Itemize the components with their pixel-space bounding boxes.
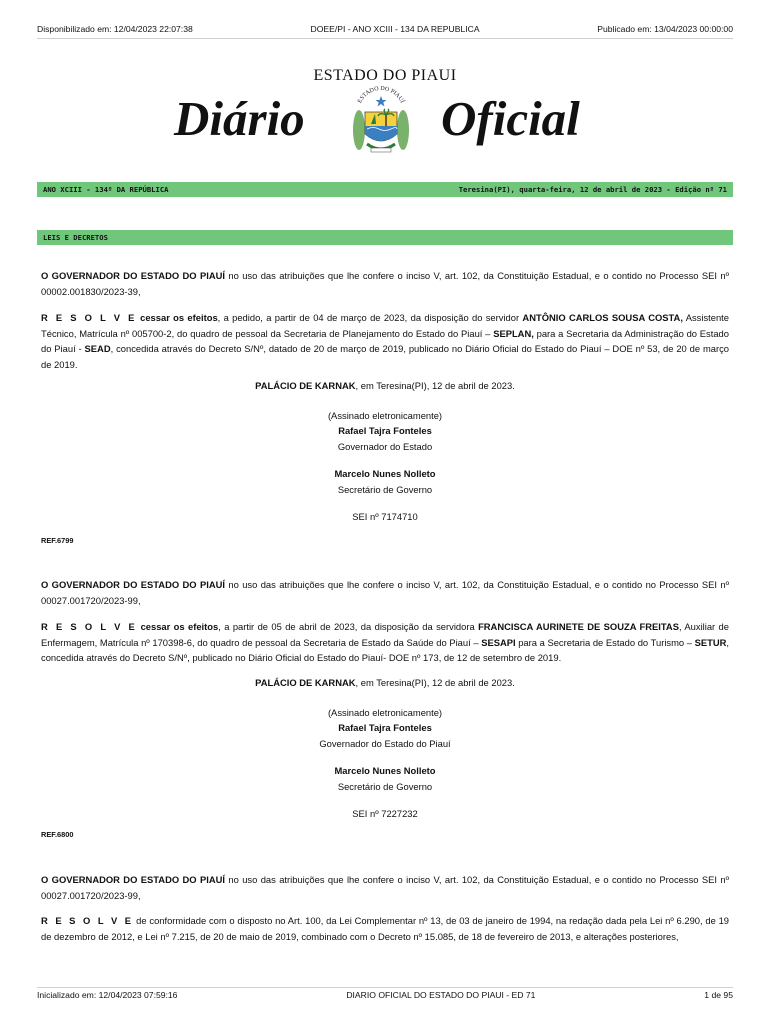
act-2-signature-block xyxy=(41,675,729,822)
action-text: cessar os efeitos xyxy=(140,621,219,632)
governor-name xyxy=(41,720,729,736)
body-part: , a partir de 05 de abril de 2023, da disposição da servidora xyxy=(218,621,479,632)
person-name: FRANCISCA AURINETE DE SOUZA FREITAS xyxy=(478,621,679,632)
masthead xyxy=(0,62,770,172)
act-1-signature-block xyxy=(41,378,729,525)
org-from: SESAPI xyxy=(481,636,516,648)
body-part: de conformidade com o disposto no Art. 100, da Lei Complementar nº 13, de 03 de janeiro de 1994, na redação dada pela Lei nº 6.290, de 19 de dezembro de 2012, e Lei nº 7.215, de 20 de maio de 2019, combinado com o Decreto nº 15.085, de 18 de fevereiro de 2013, e alterações posteriores, xyxy=(41,915,729,942)
resolution-text xyxy=(41,913,729,944)
page-number: 1 de 95 xyxy=(704,990,733,1000)
governor-heading: O GOVERNADOR DO ESTADO DO PIAUÍ xyxy=(41,270,225,281)
body-part: para a Secretaria da Administração do Estado do Piauí - xyxy=(41,327,729,354)
governor-name-text: Rafael Tajra Fonteles xyxy=(338,425,432,436)
signed-note: (Assinado eletronicamente) xyxy=(327,409,443,421)
availability-date: Disponibilizado em: 12/04/2023 22:07:38 xyxy=(37,24,193,34)
org-to: SEAD xyxy=(84,343,111,354)
governor-title: Governador do Estado do Piauí xyxy=(319,737,451,749)
masthead-word-oficial: Oficial xyxy=(441,91,580,146)
intro-text: no uso das atribuições que lhe confere o inciso V, art. 102, da Constituição Estadual, e o contido no Processo SEI nº 00002.001830/2023-39, xyxy=(41,270,729,297)
org-from: SEPLAN, xyxy=(493,327,534,339)
edition-info-band xyxy=(37,182,733,197)
place-date-text: , em Teresina(PI), 12 de abril de 2023. xyxy=(355,380,515,391)
body-part: , concedida através do Decreto S/Nº, datado de 20 de março de 2019, publicado no Diário Oficial do Estado do Piauí – DOE nº 53, de 20 de março de 2019. xyxy=(41,343,729,370)
act-2-ref: REF.6800 xyxy=(41,830,74,839)
secretary-title: Secretário de Governo xyxy=(337,780,433,792)
footer-divider xyxy=(37,987,733,988)
page-footer xyxy=(37,990,733,1004)
governor-heading: O GOVERNADOR DO ESTADO DO PIAUÍ xyxy=(41,579,225,590)
org-to: SETUR xyxy=(694,636,727,648)
edition-year: ANO XCIII - 134º DA REPÚBLICA xyxy=(43,185,169,194)
secretary-title: Secretário de Governo xyxy=(337,483,433,495)
act-intro xyxy=(41,872,729,903)
body-part: , concedida através do Decreto S/Nº, publicado no Diário Oficial do Estado do Piauí- DOE nº 173, de 12 de setembro de 2019. xyxy=(41,636,729,663)
place-date xyxy=(41,378,729,394)
act-intro xyxy=(41,577,729,608)
resolve-keyword: R E S O L V E xyxy=(41,312,137,323)
header-divider xyxy=(37,38,733,39)
governor-heading: O GOVERNADOR DO ESTADO DO PIAUÍ xyxy=(41,874,225,885)
journal-id: DOEE/PI - ANO XCIII - 134 DA REPUBLICA xyxy=(310,24,480,34)
act-1-ref: REF.6799 xyxy=(41,536,74,545)
governor-name xyxy=(41,423,729,439)
palace-name: PALÁCIO DE KARNAK xyxy=(255,677,356,688)
intro-text: no uso das atribuições que lhe confere o inciso V, art. 102, da Constituição Estadual, e o contido no Processo SEI nº 00027.001720/2023-99, xyxy=(41,874,729,901)
section-band xyxy=(37,230,733,245)
body-part: , Auxiliar de Enfermagem, Matrícula nº 170398-6, do quadro de pessoal da Secretaria de Estado da Saúde do Piauí – xyxy=(41,621,729,648)
page-header xyxy=(37,24,733,38)
resolution-text xyxy=(41,310,729,372)
act-intro xyxy=(41,268,729,299)
signed-note: (Assinado eletronicamente) xyxy=(327,706,443,718)
publication-date: Publicado em: 13/04/2023 00:00:00 xyxy=(597,24,733,34)
intro-text: no uso das atribuições que lhe confere o inciso V, art. 102, da Constituição Estadual, e o contido no Processo SEI nº 00027.001720/2023-99, xyxy=(41,579,729,606)
section-title: LEIS E DECRETOS xyxy=(43,233,108,242)
act-3-resolution xyxy=(41,913,729,944)
act-2-resolution xyxy=(41,619,729,666)
body-part: Assistente Técnico, Matrícula nº 005700-2, do quadro de pessoal da Secretaria de Planejamento do Estado do Piauí – xyxy=(41,312,729,339)
resolve-keyword: R E S O L V E xyxy=(41,915,134,926)
act-3 xyxy=(41,872,729,903)
action-text: cessar os efeitos xyxy=(140,312,218,323)
secretary-name-text: Marcelo Nunes Nolleto xyxy=(334,468,436,479)
secretary-name-text: Marcelo Nunes Nolleto xyxy=(334,765,436,776)
state-name: ESTADO DO PIAUI xyxy=(313,67,457,84)
body-part: , a pedido, a partir de 04 de março de 2023, da disposição do servidor xyxy=(217,312,523,323)
resolution-text xyxy=(41,619,729,666)
secretary-name xyxy=(41,763,729,779)
person-name: ANTÔNIO CARLOS SOUSA COSTA, xyxy=(522,312,683,323)
sei-number: SEI nº 7227232 xyxy=(352,808,418,819)
act-1-resolution xyxy=(41,310,729,372)
resolve-keyword: R E S O L V E xyxy=(41,621,138,632)
place-date xyxy=(41,675,729,691)
act-2 xyxy=(41,577,729,608)
governor-title: Governador do Estado xyxy=(337,440,433,452)
sei-number: SEI nº 7174710 xyxy=(352,511,418,522)
edition-date: Teresina(PI), quarta-feira, 12 de abril de 2023 - Edição nº 71 xyxy=(458,185,727,194)
masthead-word-diario: Diário xyxy=(174,91,305,146)
secretary-name xyxy=(41,466,729,482)
initialized-date: Inicializado em: 12/04/2023 07:59:16 xyxy=(37,990,178,1000)
palace-name: PALÁCIO DE KARNAK xyxy=(255,380,356,391)
governor-name-text: Rafael Tajra Fonteles xyxy=(338,722,432,733)
seal-motto: ESTADO DO PIAUÍ xyxy=(357,85,405,105)
body-part: para a Secretaria de Estado do Turismo – xyxy=(515,636,695,648)
place-date-text: , em Teresina(PI), 12 de abril de 2023. xyxy=(355,677,515,688)
act-1 xyxy=(41,268,729,299)
coat-of-arms-icon xyxy=(349,82,413,158)
footer-title: DIARIO OFICIAL DO ESTADO DO PIAUI - ED 71 xyxy=(346,990,536,1000)
